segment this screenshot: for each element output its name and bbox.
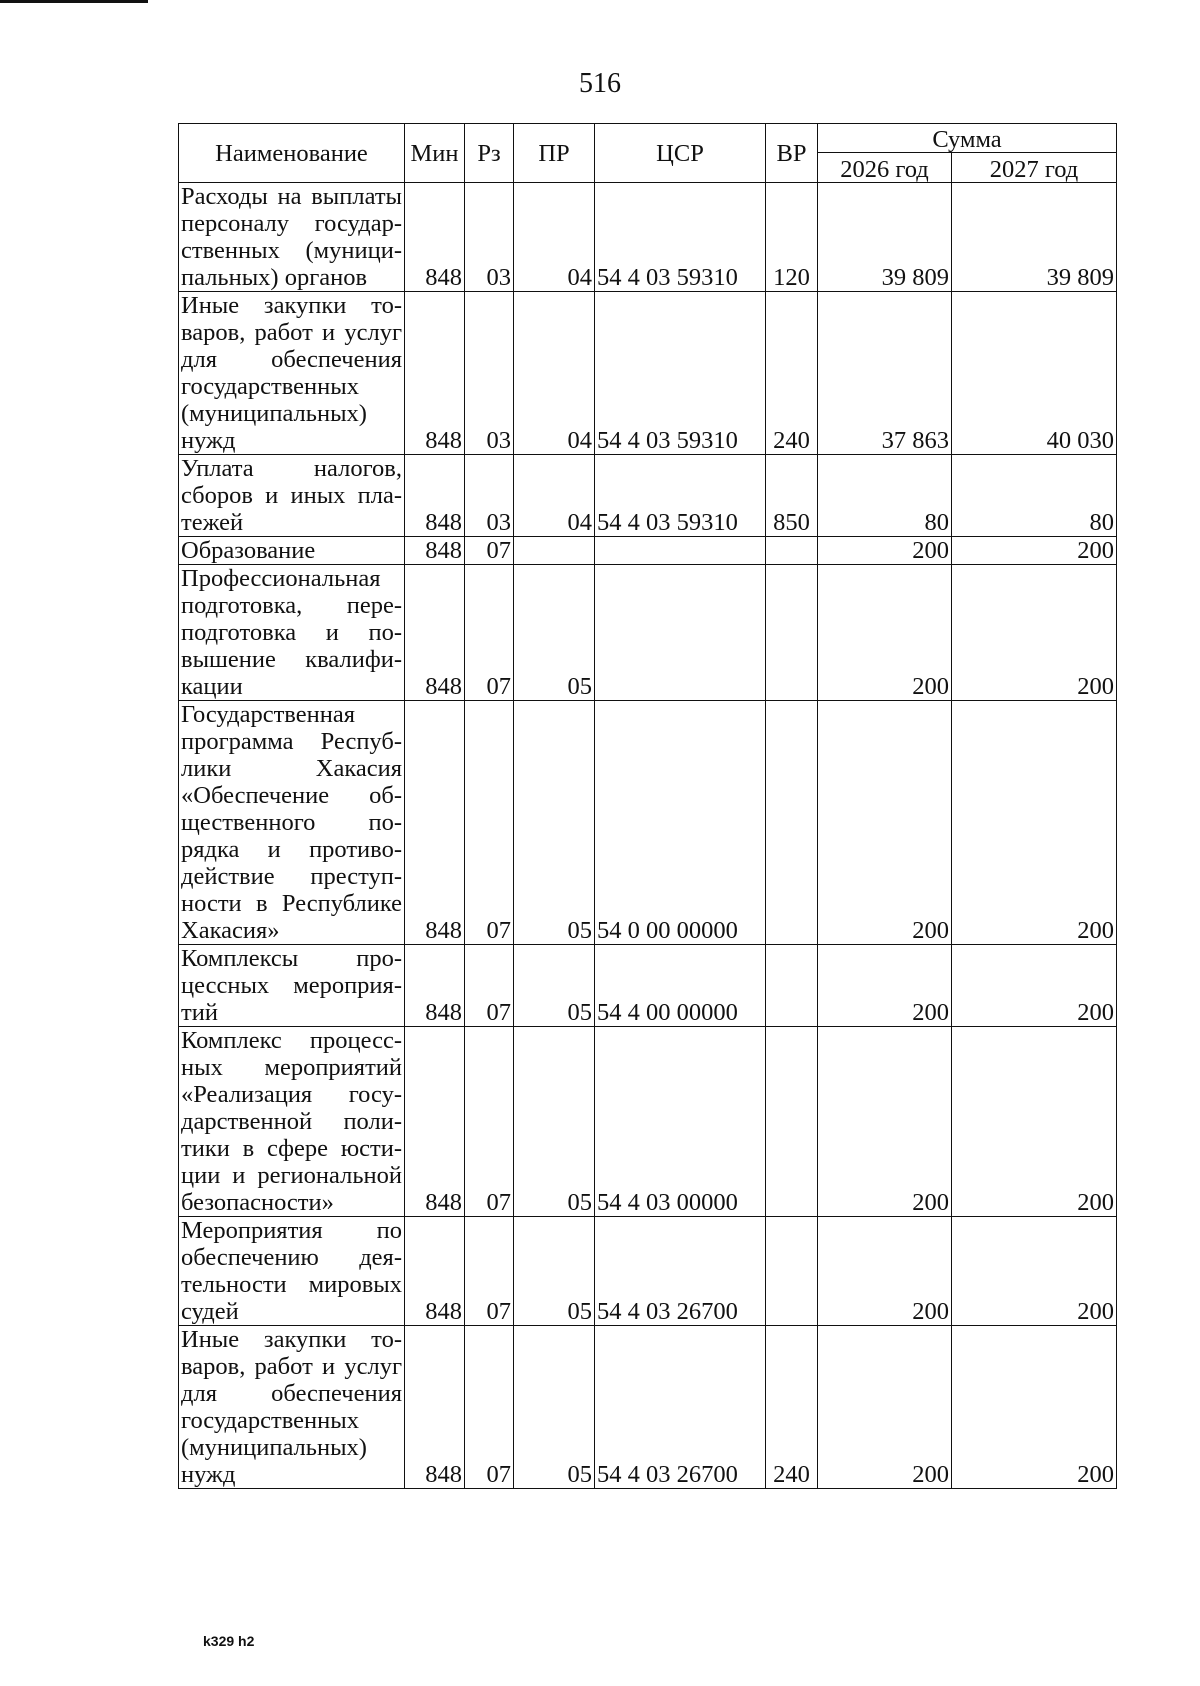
row-name: Государственная программа Республики Хакасия «Обеспечение общественного порядка и противодействие преступности в Республике Хакасия» [179, 701, 405, 945]
header-year-2027: 2027 год [952, 153, 1117, 183]
row-min: 848 [405, 1027, 465, 1217]
header-year-2026: 2026 год [818, 153, 952, 183]
row-name: Мероприятия по обеспечению деятельности мировых судей [179, 1217, 405, 1326]
row-rz: 07 [465, 537, 514, 565]
row-rz: 07 [465, 701, 514, 945]
header-rz: Рз [465, 124, 514, 183]
row-name: Иные закупки товаров, работ и услуг для обеспечения государственных (муниципальных) нужд [179, 1326, 405, 1489]
table-row [179, 565, 1117, 701]
row-min: 848 [405, 945, 465, 1027]
row-name: Комплексы процессных мероприятий [179, 945, 405, 1027]
table-body [179, 183, 1117, 1489]
row-name: Профессиональная подготовка, переподготовка и повышение квалификации [179, 565, 405, 701]
budget-table [178, 123, 1117, 1489]
row-vr: 240 [766, 1326, 818, 1489]
row-min: 848 [405, 455, 465, 537]
row-amount-2026: 200 [818, 1326, 952, 1489]
table-row [179, 1027, 1117, 1217]
header-vr: ВР [766, 124, 818, 183]
row-vr: 850 [766, 455, 818, 537]
row-rz: 03 [465, 455, 514, 537]
row-pr: 05 [514, 565, 595, 701]
row-pr: 05 [514, 701, 595, 945]
row-pr: 04 [514, 183, 595, 292]
table-row [179, 945, 1117, 1027]
row-amount-2026: 200 [818, 945, 952, 1027]
row-csr: 54 4 03 26700 [595, 1326, 766, 1489]
header-sum: Сумма [818, 124, 1117, 153]
table-row [179, 183, 1117, 292]
scan-corner-mark [0, 0, 148, 3]
row-vr [766, 565, 818, 701]
row-amount-2026: 80 [818, 455, 952, 537]
row-csr: 54 4 03 59310 [595, 455, 766, 537]
row-name: Уплата налогов, сборов и иных платежей [179, 455, 405, 537]
row-pr: 05 [514, 1326, 595, 1489]
page-number: 516 [579, 68, 621, 99]
row-rz: 07 [465, 1027, 514, 1217]
row-amount-2027: 80 [952, 455, 1117, 537]
row-csr [595, 565, 766, 701]
row-pr: 04 [514, 292, 595, 455]
row-amount-2026: 200 [818, 1027, 952, 1217]
row-name: Расходы на выплаты персоналу государственных (муниципальных) органов [179, 183, 405, 292]
row-rz: 07 [465, 945, 514, 1027]
row-pr: 05 [514, 945, 595, 1027]
row-amount-2027: 200 [952, 565, 1117, 701]
row-amount-2026: 200 [818, 701, 952, 945]
row-pr: 05 [514, 1217, 595, 1326]
row-vr [766, 945, 818, 1027]
row-vr [766, 537, 818, 565]
header-csr: ЦСР [595, 124, 766, 183]
row-vr [766, 1027, 818, 1217]
row-rz: 07 [465, 1217, 514, 1326]
row-csr: 54 4 00 00000 [595, 945, 766, 1027]
row-amount-2027: 40 030 [952, 292, 1117, 455]
row-pr: 04 [514, 455, 595, 537]
row-amount-2026: 200 [818, 1217, 952, 1326]
row-min: 848 [405, 565, 465, 701]
row-amount-2026: 200 [818, 565, 952, 701]
footer-code: k329 h2 [203, 1633, 255, 1649]
row-min: 848 [405, 183, 465, 292]
row-name: Комплекс процессных мероприятий «Реализация государственной политики в сфере юстиции и региональной безопасности» [179, 1027, 405, 1217]
row-csr: 54 4 03 26700 [595, 1217, 766, 1326]
table-row [179, 537, 1117, 565]
header-name: Наименование [179, 124, 405, 183]
row-rz: 07 [465, 565, 514, 701]
row-rz: 03 [465, 183, 514, 292]
table-row [179, 1217, 1117, 1326]
row-amount-2027: 39 809 [952, 183, 1117, 292]
row-amount-2027: 200 [952, 1027, 1117, 1217]
row-vr [766, 701, 818, 945]
row-min: 848 [405, 1217, 465, 1326]
row-csr: 54 4 03 59310 [595, 292, 766, 455]
row-amount-2026: 37 863 [818, 292, 952, 455]
row-pr: 05 [514, 1027, 595, 1217]
row-amount-2027: 200 [952, 1326, 1117, 1489]
row-amount-2027: 200 [952, 945, 1117, 1027]
table-row [179, 1326, 1117, 1489]
row-amount-2027: 200 [952, 537, 1117, 565]
row-amount-2026: 200 [818, 537, 952, 565]
row-min: 848 [405, 537, 465, 565]
row-name: Иные закупки товаров, работ и услуг для обеспечения государственных (муниципальных) нужд [179, 292, 405, 455]
row-vr: 120 [766, 183, 818, 292]
row-min: 848 [405, 292, 465, 455]
row-amount-2027: 200 [952, 1217, 1117, 1326]
row-pr [514, 537, 595, 565]
table-row [179, 455, 1117, 537]
table-row [179, 292, 1117, 455]
row-min: 848 [405, 701, 465, 945]
row-min: 848 [405, 1326, 465, 1489]
row-csr: 54 4 03 00000 [595, 1027, 766, 1217]
row-rz: 07 [465, 1326, 514, 1489]
header-pr: ПР [514, 124, 595, 183]
row-vr: 240 [766, 292, 818, 455]
header-min: Мин [405, 124, 465, 183]
row-vr [766, 1217, 818, 1326]
row-csr: 54 0 00 00000 [595, 701, 766, 945]
row-rz: 03 [465, 292, 514, 455]
row-amount-2026: 39 809 [818, 183, 952, 292]
row-amount-2027: 200 [952, 701, 1117, 945]
row-csr [595, 537, 766, 565]
table-row [179, 701, 1117, 945]
row-name: Образование [179, 537, 405, 565]
table-header [179, 124, 1117, 183]
row-csr: 54 4 03 59310 [595, 183, 766, 292]
